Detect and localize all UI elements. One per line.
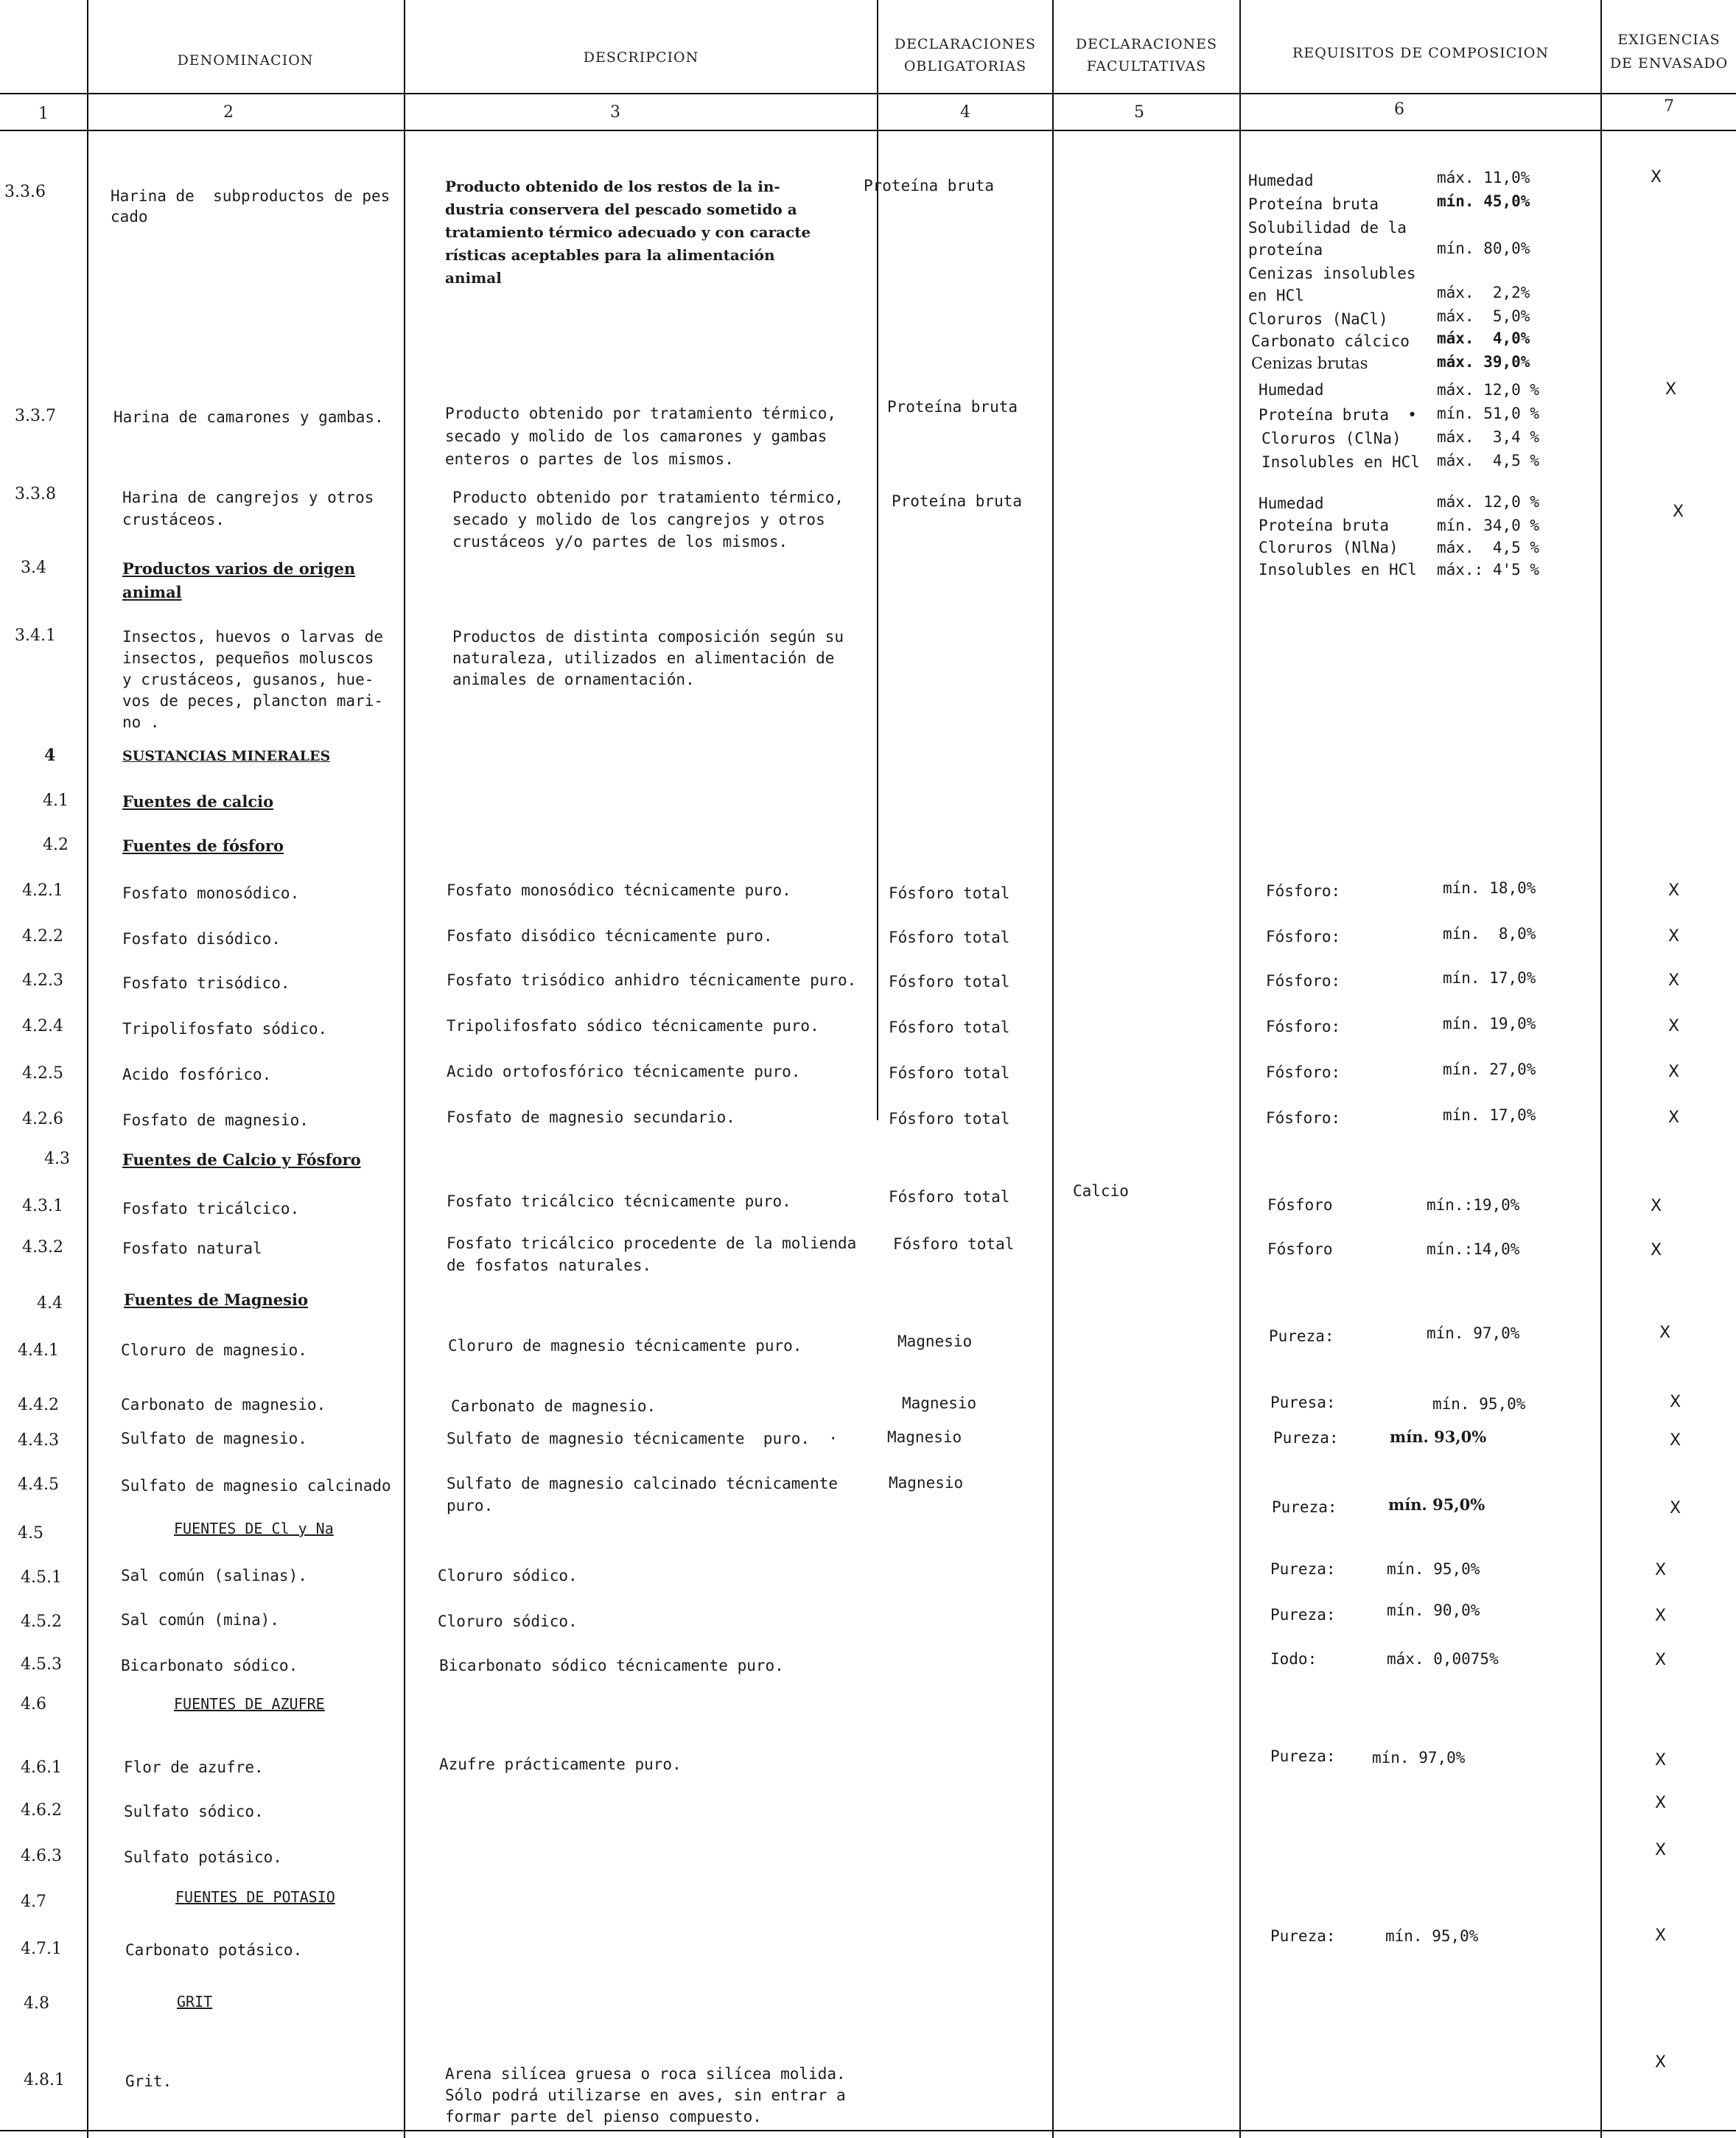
row-4-4-2-name: Carbonato de magnesio. <box>121 1396 326 1414</box>
row-3-3-8-req-label-1: Humedad <box>1259 495 1324 512</box>
row-3-3-7-req-value-4: máx. 4,5 % <box>1437 452 1540 469</box>
row-4-5-2-description: Cloruro sódico. <box>438 1613 578 1630</box>
row-3-3-8-req-label-3: Cloruros (NlNa) <box>1259 539 1399 556</box>
row-4-3-2-description: Fosfato tricálcico procedente de la molienda de fosfatos naturales. <box>447 1234 857 1274</box>
row-4-2-6-declaration: Fósforo total <box>889 1110 1010 1128</box>
row-4-5-3-name: Bicarbonato sódico. <box>121 1657 298 1674</box>
row-4-8-name: GRIT <box>177 1993 213 2011</box>
row-4-4-5-req-label: Pureza: <box>1272 1498 1337 1516</box>
row-3-3-6-number: 3.3.6 <box>4 183 46 201</box>
row-4-8-1-envasado-mark: X <box>1655 2053 1667 2072</box>
row-3-3-8-name: Harina de cangrejos y otros crustáceos. <box>122 489 374 528</box>
row-3-3-8-req-value-1: máx. 12,0 % <box>1437 493 1540 511</box>
row-4-3-number: 4.3 <box>44 1150 70 1168</box>
row-4-4-1-declaration: Magnesio <box>897 1332 973 1350</box>
row-4-5-2-envasado-mark: X <box>1655 1607 1667 1625</box>
row-4-7-1-number: 4.7.1 <box>21 1940 62 1958</box>
row-4-3-2-number: 4.3.2 <box>22 1238 63 1257</box>
row-4-7-1-req-label: Pureza: <box>1270 1927 1336 1945</box>
row-3-3-6-description: Producto obtenido de los restos de la in- dustria conservera del pescado sometido a tratamiento térmico adecuado y con caracte rísticas aceptables para la alimentación animal <box>445 178 811 287</box>
row-4-4-5-declaration: Magnesio <box>889 1474 964 1492</box>
row-3-3-7-req-value-2: mín. 51,0 % <box>1437 405 1540 422</box>
header-rule <box>0 93 1736 94</box>
row-4-2-2-req-label: Fósforo: <box>1266 928 1341 946</box>
row-4-6-1-description: Azufre prácticamente puro. <box>439 1756 682 1773</box>
row-4-1-number: 4.1 <box>43 792 69 810</box>
row-4-2-5-req-value: mín. 27,0% <box>1443 1061 1536 1078</box>
row-3-3-6-name: Harina de subproductos de pes cado <box>111 187 391 226</box>
row-4-3-2-name: Fosfato natural <box>122 1240 262 1257</box>
row-4-6-3-envasado-mark: X <box>1655 1841 1667 1859</box>
row-3-3-7-number: 3.3.7 <box>15 407 56 425</box>
row-3-3-8-req-value-3: máx. 4,5 % <box>1437 539 1540 556</box>
row-4-4-3-name: Sulfato de magnesio. <box>121 1430 307 1447</box>
row-3-3-6-req-label-8: Carbonato cálcico <box>1251 332 1410 350</box>
row-4-2-3-envasado-mark: X <box>1668 971 1680 990</box>
column-rule-3 <box>877 0 878 1120</box>
row-4-2-5-number: 4.2.5 <box>22 1064 63 1083</box>
row-4-2-5-envasado-mark: X <box>1668 1063 1680 1081</box>
row-4-4-3-req-label: Pureza: <box>1273 1429 1339 1447</box>
row-4-6-1-req-label: Pureza: <box>1270 1747 1336 1765</box>
header-declaraciones-obligatorias-1: DECLARACIONES <box>894 36 1037 52</box>
row-4-4-2-req-label: Puresa: <box>1270 1394 1336 1411</box>
row-4-2-3-declaration: Fósforo total <box>889 973 1010 991</box>
row-4-2-4-envasado-mark: X <box>1668 1017 1680 1035</box>
row-3-3-6-req-label-1: Humedad <box>1248 172 1314 189</box>
row-3-3-6-req-label-9: Cenizas brutas <box>1251 354 1368 372</box>
row-4-8-1-description: Arena silícea gruesa o roca silícea molida. Sólo podrá utilizarse en aves, sin entrar a formar parte del pienso compuesto. <box>445 2065 846 2125</box>
row-4-2-1-req-label: Fósforo: <box>1266 882 1341 900</box>
row-4-4-2-req-value: mín. 95,0% <box>1432 1395 1526 1413</box>
row-3-3-6-req-label-4: proteína <box>1248 241 1323 259</box>
row-4-2-4-number: 4.2.4 <box>22 1017 63 1035</box>
row-4-4-3-envasado-mark: X <box>1670 1431 1681 1450</box>
row-4-2-2-name: Fosfato disódico. <box>122 930 281 948</box>
row-4-2-4-declaration: Fósforo total <box>889 1019 1010 1036</box>
row-4-4-number: 4.4 <box>37 1294 63 1313</box>
row-3-3-6-req-value-9: máx. 39,0% <box>1437 353 1530 371</box>
row-3-3-6-req-value-8: máx. 4,0% <box>1437 329 1530 347</box>
row-3-3-6-req-value-2: mín. 45,0% <box>1437 192 1530 210</box>
row-4-4-5-description: Sulfato de magnesio calcinado técnicamente puro. <box>447 1475 839 1515</box>
row-3-4-name: Productos varios de origen animal <box>122 559 356 601</box>
row-4-2-1-name: Fosfato monosódico. <box>122 884 300 902</box>
row-4-2-6-description: Fosfato de magnesio secundario. <box>447 1108 735 1126</box>
row-4-7-number: 4.7 <box>21 1893 46 1911</box>
row-3-3-6-req-label-2: Proteína bruta <box>1248 195 1379 213</box>
header-exigencias-2: DE ENVASADO <box>1609 55 1729 71</box>
row-3-4-number: 3.4 <box>21 559 46 577</box>
column-number-1: 1 <box>38 105 49 123</box>
header-declaraciones-facultativas-2: FACULTATIVAS <box>1086 58 1207 74</box>
row-4-3-1-description: Fosfato tricálcico técnicamente puro. <box>447 1192 791 1210</box>
row-4-5-1-req-value: mín. 95,0% <box>1387 1560 1480 1578</box>
row-3-3-7-req-label-1: Humedad <box>1259 381 1324 399</box>
row-4-2-3-name: Fosfato trisódico. <box>122 974 290 992</box>
row-4-5-2-number: 4.5.2 <box>21 1613 62 1631</box>
row-3-3-6-envasado-mark: X <box>1651 168 1662 186</box>
row-4-number: 4 <box>44 746 56 765</box>
row-4-4-5-req-value: mín. 95,0% <box>1388 1495 1485 1514</box>
row-3-3-8-description: Producto obtenido por tratamiento térmico, secado y molido de los cangrejos y otros crustáceos y/o partes de los mismos. <box>452 489 844 551</box>
row-3-3-8-req-value-4: máx.: 4'5 % <box>1437 561 1540 579</box>
row-4-7-1-name: Carbonato potásico. <box>125 1941 303 1959</box>
row-3-3-6-req-label-5: Cenizas insolubles <box>1248 265 1416 282</box>
header-declaraciones-facultativas-1: DECLARACIONES <box>1075 36 1218 52</box>
row-4-6-1-name: Flor de azufre. <box>124 1758 264 1776</box>
row-4-2-3-description: Fosfato trisódico anhidro técnicamente puro. <box>447 971 857 989</box>
row-3-3-7-req-label-4: Insolubles en HCl <box>1261 453 1420 471</box>
column-number-4: 4 <box>960 103 970 122</box>
row-4-6-2-name: Sulfato sódico. <box>124 1803 264 1820</box>
row-4-2-6-req-value: mín. 17,0% <box>1443 1106 1536 1124</box>
row-3-3-7-envasado-mark: X <box>1665 380 1677 399</box>
row-4-5-1-description: Cloruro sódico. <box>438 1567 578 1585</box>
row-4-4-3-req-value: mín. 93,0% <box>1390 1428 1487 1446</box>
row-4-4-1-req-value: mín. 97,0% <box>1427 1324 1520 1342</box>
column-number-6: 6 <box>1394 100 1404 119</box>
row-4-4-1-req-label: Pureza: <box>1269 1327 1334 1345</box>
column-number-7: 7 <box>1664 97 1674 116</box>
row-4-2-4-req-value: mín. 19,0% <box>1443 1015 1536 1033</box>
bottom-rule <box>0 2130 1736 2131</box>
row-4-2-1-description: Fosfato monosódico técnicamente puro. <box>447 881 791 899</box>
row-4-6-3-number: 4.6.3 <box>21 1847 62 1865</box>
row-4-4-1-number: 4.4.1 <box>18 1341 59 1360</box>
row-4-3-1-name: Fosfato tricálcico. <box>122 1200 300 1218</box>
row-4-5-3-description: Bicarbonato sódico técnicamente puro. <box>439 1657 784 1674</box>
column-rule-6 <box>1600 0 1602 2138</box>
row-4-5-2-req-label: Pureza: <box>1270 1606 1336 1624</box>
row-3-3-8-number: 3.3.8 <box>15 485 56 503</box>
row-4-3-1-envasado-mark: X <box>1651 1197 1662 1215</box>
row-4-2-name: Fuentes de fósforo <box>122 836 284 855</box>
header-exigencias-1: EXIGENCIAS <box>1617 32 1721 48</box>
row-3-3-7-req-value-1: máx. 12,0 % <box>1437 381 1540 399</box>
column-number-3: 3 <box>610 103 620 122</box>
row-3-3-6-req-value-1: máx. 11,0% <box>1437 169 1530 186</box>
row-3-3-7-description: Producto obtenido por tratamiento térmico, secado y molido de los camarones y gambas enteros o partes de los mismos. <box>445 405 837 468</box>
row-3-3-8-req-value-2: mín. 34,0 % <box>1437 517 1540 534</box>
column-rule-2 <box>404 0 405 2138</box>
row-4-7-name: FUENTES DE POTASIO <box>175 1888 335 1906</box>
header-denominacion: DENOMINACION <box>177 52 314 69</box>
row-4-4-3-description: Sulfato de magnesio técnicamente puro. · <box>447 1430 839 1447</box>
column-number-2: 2 <box>223 103 234 122</box>
row-3-3-8-req-label-2: Proteína bruta <box>1259 517 1390 534</box>
row-4-6-3-name: Sulfato potásico. <box>124 1848 282 1866</box>
row-4-6-1-envasado-mark: X <box>1655 1751 1667 1770</box>
column-rule-1 <box>87 0 88 2138</box>
row-3-3-6-req-value-7: máx. 5,0% <box>1437 307 1530 325</box>
row-4-3-1-facultativa: Calcio <box>1073 1182 1129 1200</box>
row-3-3-7-req-label-3: Cloruros (ClNa) <box>1261 430 1401 447</box>
row-4-3-2-envasado-mark: X <box>1651 1241 1662 1260</box>
row-3-3-6-req-value-4: mín. 80,0% <box>1437 240 1530 257</box>
row-3-4-1-name: Insectos, huevos o larvas de insectos, pequeños moluscos y crustáceos, gusanos, hue- vos de peces, plancton mari- no . <box>122 628 384 731</box>
row-4-5-3-number: 4.5.3 <box>21 1655 62 1674</box>
row-4-3-2-req-value: mín.:14,0% <box>1427 1240 1520 1258</box>
row-4-3-1-req-value: mín.:19,0% <box>1427 1196 1520 1214</box>
row-3-3-6-req-label-6: en HCl <box>1248 287 1304 304</box>
row-4-2-6-envasado-mark: X <box>1668 1108 1680 1127</box>
row-4-8-1-number: 4.8.1 <box>24 2071 65 2089</box>
row-4-2-1-declaration: Fósforo total <box>889 884 1010 902</box>
row-4-2-4-name: Tripolifosfato sódico. <box>122 1020 328 1038</box>
row-4-4-2-declaration: Magnesio <box>902 1394 977 1412</box>
row-3-3-8-envasado-mark: X <box>1673 503 1684 521</box>
header-requisitos-composicion: REQUISITOS DE COMPOSICION <box>1292 45 1549 61</box>
row-4-2-2-envasado-mark: X <box>1668 927 1680 946</box>
row-4-5-2-name: Sal común (mina). <box>121 1611 279 1629</box>
row-4-2-number: 4.2 <box>43 836 69 854</box>
header-declaraciones-obligatorias-2: OBLIGATORIAS <box>903 58 1027 74</box>
row-4-4-5-number: 4.4.5 <box>18 1475 59 1494</box>
row-4-2-1-envasado-mark: X <box>1668 881 1680 900</box>
row-4-5-1-envasado-mark: X <box>1655 1561 1667 1579</box>
row-4-3-name: Fuentes de Calcio y Fósforo <box>122 1150 361 1169</box>
row-4-2-4-description: Tripolifosfato sódico técnicamente puro. <box>447 1017 819 1035</box>
row-4-2-5-req-label: Fósforo: <box>1266 1063 1341 1081</box>
row-4-5-number: 4.5 <box>18 1524 43 1543</box>
row-4-5-1-req-label: Pureza: <box>1270 1560 1336 1578</box>
row-4-2-1-number: 4.2.1 <box>22 881 63 900</box>
row-3-3-7-req-label-2: Proteína bruta • <box>1259 406 1417 424</box>
row-4-2-2-req-value: mín. 8,0% <box>1443 925 1536 943</box>
row-4-4-name: Fuentes de Magnesio <box>124 1290 308 1309</box>
row-4-2-1-req-value: mín. 18,0% <box>1443 879 1536 897</box>
row-4-2-3-req-value: mín. 17,0% <box>1443 969 1536 987</box>
row-4-5-1-name: Sal común (salinas). <box>121 1567 307 1585</box>
row-3-3-8-declaration: Proteína bruta <box>892 492 1023 510</box>
row-4-6-1-number: 4.6.1 <box>21 1758 62 1777</box>
row-4-4-2-envasado-mark: X <box>1670 1393 1681 1411</box>
row-4-4-1-description: Cloruro de magnesio técnicamente puro. <box>448 1337 802 1355</box>
column-number-5: 5 <box>1134 103 1144 122</box>
row-4-8-number: 4.8 <box>24 1994 49 2013</box>
row-4-2-2-description: Fosfato disódico técnicamente puro. <box>447 927 773 945</box>
row-4-2-6-name: Fosfato de magnesio. <box>122 1111 309 1129</box>
row-4-2-4-req-label: Fósforo: <box>1266 1018 1341 1035</box>
row-4-4-1-name: Cloruro de magnesio. <box>121 1341 307 1359</box>
row-3-3-7-name: Harina de camarones y gambas. <box>113 408 384 426</box>
row-4-8-1-name: Grit. <box>125 2072 172 2090</box>
row-4-4-3-declaration: Magnesio <box>887 1428 962 1446</box>
row-4-5-3-req-value: máx. 0,0075% <box>1387 1650 1499 1668</box>
row-4-5-name: FUENTES DE Cl y Na <box>174 1520 334 1537</box>
row-4-2-3-req-label: Fósforo: <box>1266 972 1341 990</box>
row-4-5-3-req-label: Iodo: <box>1270 1650 1317 1668</box>
row-3-3-6-req-label-3: Solubilidad de la <box>1248 219 1407 237</box>
row-4-name: SUSTANCIAS MINERALES <box>122 748 331 764</box>
row-3-3-6-req-value-6: máx. 2,2% <box>1437 284 1530 301</box>
row-4-6-2-envasado-mark: X <box>1655 1794 1667 1812</box>
row-4-5-1-number: 4.5.1 <box>21 1568 62 1587</box>
row-4-6-1-req-value: mín. 97,0% <box>1372 1749 1466 1767</box>
row-4-3-2-declaration: Fósforo total <box>893 1235 1015 1253</box>
column-number-rule <box>0 130 1736 131</box>
row-4-2-5-declaration: Fósforo total <box>889 1064 1010 1082</box>
row-4-1-name: Fuentes de calcio <box>122 792 274 811</box>
row-3-3-7-req-value-3: máx. 3,4 % <box>1437 428 1540 446</box>
row-4-4-3-number: 4.4.3 <box>18 1431 59 1450</box>
row-4-2-3-number: 4.2.3 <box>22 971 63 990</box>
row-4-3-1-req-label: Fósforo <box>1267 1196 1333 1214</box>
column-rule-5 <box>1239 0 1241 2138</box>
row-4-2-6-number: 4.2.6 <box>22 1110 63 1128</box>
row-4-5-2-req-value: mín. 90,0% <box>1387 1601 1480 1619</box>
header-descripcion: DESCRIPCION <box>583 49 699 66</box>
row-3-4-1-number: 3.4.1 <box>15 626 56 645</box>
row-4-3-1-declaration: Fósforo total <box>889 1188 1010 1206</box>
row-3-3-7-declaration: Proteína bruta <box>887 398 1018 416</box>
row-4-2-6-req-label: Fósforo: <box>1266 1109 1341 1127</box>
row-4-3-1-number: 4.3.1 <box>22 1197 63 1215</box>
row-4-6-2-number: 4.6.2 <box>21 1801 62 1820</box>
row-4-7-1-req-value: mín. 95,0% <box>1385 1927 1479 1945</box>
row-4-4-2-description: Carbonato de magnesio. <box>451 1397 657 1415</box>
row-4-2-2-declaration: Fósforo total <box>889 929 1010 946</box>
row-4-6-number: 4.6 <box>21 1695 46 1713</box>
row-4-7-1-envasado-mark: X <box>1655 1926 1667 1945</box>
row-4-4-5-envasado-mark: X <box>1670 1499 1681 1517</box>
row-4-4-2-number: 4.4.2 <box>18 1396 59 1414</box>
row-4-2-2-number: 4.2.2 <box>22 927 63 946</box>
row-4-4-5-name: Sulfato de magnesio calcinado <box>121 1477 391 1495</box>
row-4-5-3-envasado-mark: X <box>1655 1651 1667 1669</box>
row-4-6-name: FUENTES DE AZUFRE <box>174 1695 325 1713</box>
column-rule-4 <box>1052 0 1054 2138</box>
row-3-3-8-req-label-4: Insolubles en HCl <box>1259 561 1417 579</box>
row-4-3-2-req-label: Fósforo <box>1267 1240 1333 1258</box>
row-3-4-1-description: Productos de distinta composición según su naturaleza, utilizados en alimentación de animales de ornamentación. <box>452 628 844 688</box>
row-4-4-1-envasado-mark: X <box>1659 1324 1671 1342</box>
row-3-3-6-req-label-7: Cloruros (NaCl) <box>1248 310 1388 328</box>
row-3-3-6-declaration: Proteína bruta <box>864 177 995 195</box>
row-4-2-5-description: Acido ortofosfórico técnicamente puro. <box>447 1063 801 1080</box>
row-4-2-5-name: Acido fosfórico. <box>122 1066 272 1083</box>
